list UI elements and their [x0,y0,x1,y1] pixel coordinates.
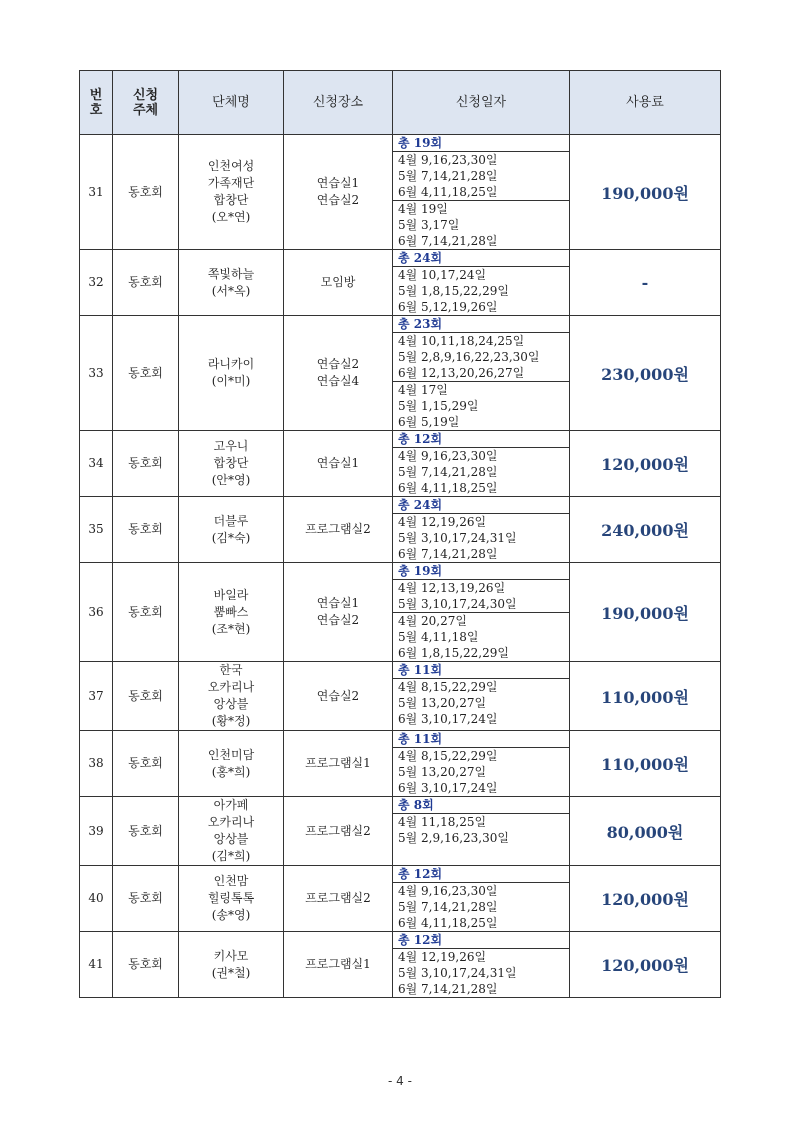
group-name-line: 키사모 [213,948,249,963]
total-count: 총 11회 [398,663,443,677]
date-line: 5월 13,20,27일 [398,765,487,779]
date-line: 5월 3,10,17,24,31일 [398,531,517,545]
date-line: 5월 13,20,27일 [398,696,487,710]
application-dates [393,932,570,998]
table-row [80,932,721,998]
group-name-line: (조*현) [211,621,251,636]
date-line: 4월 10,11,18,24,25일 [393,332,569,349]
group-name-line: 가족재단 [207,176,255,190]
total-count: 총 12회 [398,867,443,881]
date-line: 5월 1,15,29일 [398,399,479,413]
usage-fee: 230,000원 [570,316,721,431]
table-row [80,563,721,662]
place-line: 프로그램실2 [305,522,371,536]
applicant-type: 동호회 [113,932,179,998]
group-name-line: (김*희) [211,849,251,863]
date-line: 6월 12,13,20,26,27일 [398,366,525,380]
place-line: 연습실2 [316,193,360,207]
date-line: 4월 9,16,23,30일 [393,151,569,168]
usage-fee: 120,000원 [570,431,721,497]
table-row [80,797,721,866]
group-name-line: 합창단 [213,456,249,470]
table-row [80,316,721,431]
date-line: 5월 7,14,21,28일 [398,169,498,183]
group-name-line: (오*연) [211,210,251,224]
row-number: 41 [80,932,113,998]
date-line: 6월 4,11,18,25일 [398,481,498,495]
row-number: 33 [80,316,113,431]
date-line: 5월 3,10,17,24,30일 [398,597,517,611]
group-name [179,431,284,497]
row-number: 36 [80,563,113,662]
usage-fee: 110,000원 [570,662,721,731]
place [284,135,393,250]
header-group: 단체명 [179,71,284,135]
application-dates [393,250,570,316]
group-name-line: 더블루 [213,513,249,528]
date-line: 4월 12,19,26일 [393,948,569,965]
group-name-line: 인천여성 [207,159,255,173]
place-line: 프로그램실1 [305,957,371,971]
application-dates [393,662,570,731]
group-name-line: 인천맘 [213,874,249,888]
group-name-line: 뿜빠스 [213,604,249,619]
place [284,431,393,497]
group-name-line: 인천미담 [207,747,255,762]
applicant-type: 동호회 [113,797,179,866]
date-line: 4월 8,15,22,29일 [393,747,569,764]
row-number: 38 [80,731,113,797]
place [284,797,393,866]
group-name-line: (이*미) [211,374,251,388]
total-count: 총 19회 [398,564,443,578]
place-line: 프로그램실2 [305,891,371,905]
table-row [80,135,721,250]
date-line: 6월 7,14,21,28일 [398,234,498,248]
group-name-line: 쪽빛하늘 [207,266,255,281]
header-place: 신청장소 [284,71,393,135]
usage-fee-table [79,70,721,998]
total-count: 총 23회 [398,317,443,331]
group-name-line: 오카리나 [207,680,255,694]
place [284,662,393,731]
place-line: 연습실1 [316,596,360,610]
date-line: 4월 10,17,24일 [393,266,569,283]
date-line: 5월 2,8,9,16,22,23,30일 [398,350,540,364]
place [284,866,393,932]
group-name [179,932,284,998]
application-dates [393,431,570,497]
application-dates [393,135,570,250]
application-dates [393,797,570,866]
usage-fee: 240,000원 [570,497,721,563]
place-line: 모임방 [320,275,356,289]
application-dates [393,866,570,932]
usage-fee: 80,000원 [570,797,721,866]
date-line: 6월 1,8,15,22,29일 [398,646,509,660]
application-dates [393,563,570,662]
usage-fee: - [570,250,721,316]
group-name-line: (안*영) [211,473,251,487]
group-name-line: 한국 [219,663,243,677]
date-line: 4월 20,27일 [393,612,569,629]
usage-fee: 190,000원 [570,563,721,662]
page-number: - 4 - [388,1074,412,1088]
header-applicant: 신청 주체 [113,71,179,135]
usage-fee: 120,000원 [570,932,721,998]
group-name [179,316,284,431]
table-row [80,662,721,731]
applicant-type: 동호회 [113,250,179,316]
place-line: 연습실4 [316,374,360,388]
group-name-line: (홍*희) [211,764,251,779]
row-number: 35 [80,497,113,563]
group-name [179,662,284,731]
date-line: 4월 8,15,22,29일 [393,678,569,695]
table-row [80,731,721,797]
group-name-line: (황*정) [211,714,251,728]
group-name-line: 힐링톡톡 [207,891,255,905]
row-number: 40 [80,866,113,932]
date-line: 4월 17일 [393,381,569,398]
usage-fee: 120,000원 [570,866,721,932]
group-name-line: 라니카이 [207,357,255,371]
date-line: 4월 19일 [393,200,569,217]
row-number: 39 [80,797,113,866]
total-count: 총 8회 [398,798,434,812]
total-count: 총 19회 [398,136,443,150]
group-name-line: 앙상블 [213,832,249,846]
group-name [179,250,284,316]
total-count: 총 12회 [398,432,443,446]
table-header-row [80,71,721,135]
date-line: 5월 4,11,18일 [398,630,479,644]
date-line: 5월 7,14,21,28일 [398,465,498,479]
date-line: 6월 7,14,21,28일 [398,547,498,561]
place-line: 프로그램실1 [305,756,371,770]
row-number: 32 [80,250,113,316]
table-row [80,250,721,316]
group-name [179,135,284,250]
application-dates [393,316,570,431]
usage-fee: 190,000원 [570,135,721,250]
group-name [179,563,284,662]
date-line: 4월 12,13,19,26일 [393,579,569,596]
date-line: 6월 3,10,17,24일 [398,712,498,726]
total-count: 총 12회 [398,933,443,947]
group-name-line: (김*숙) [211,530,251,545]
place-line: 연습실1 [316,456,360,470]
place [284,932,393,998]
group-name-line: 오카리나 [207,815,255,829]
group-name [179,497,284,563]
header-dates: 신청일자 [393,71,570,135]
group-name-line: (송*영) [211,908,251,922]
date-line: 6월 3,10,17,24일 [398,781,498,795]
application-dates [393,731,570,797]
applicant-type: 동호회 [113,731,179,797]
date-line: 6월 7,14,21,28일 [398,982,498,996]
applicant-type: 동호회 [113,662,179,731]
date-line: 5월 3,10,17,24,31일 [398,966,517,980]
date-line: 5월 3,17일 [398,218,460,232]
applicant-type: 동호회 [113,866,179,932]
place-line: 연습실1 [316,176,360,190]
total-count: 총 24회 [398,251,443,265]
group-name-line: (서*옥) [211,283,251,298]
place-line: 연습실2 [316,688,360,703]
applicant-type: 동호회 [113,431,179,497]
date-line: 4월 9,16,23,30일 [393,882,569,899]
place [284,316,393,431]
row-number: 37 [80,662,113,731]
date-line: 4월 9,16,23,30일 [393,447,569,464]
place [284,731,393,797]
table-row [80,866,721,932]
date-line: 6월 4,11,18,25일 [398,185,498,199]
place-line: 연습실2 [316,613,360,627]
place [284,250,393,316]
applicant-type: 동호회 [113,316,179,431]
group-name-line: 바일라 [213,587,249,602]
date-line: 4월 11,18,25일 [393,813,569,830]
group-name-line: 합창단 [213,193,249,207]
table-row [80,431,721,497]
date-line: 4월 12,19,26일 [393,513,569,530]
group-name-line: 아가페 [213,798,249,812]
group-name-line: 고우니 [213,439,249,453]
header-no: 번 호 [80,71,113,135]
group-name [179,797,284,866]
application-dates [393,497,570,563]
date-line: 5월 2,9,16,23,30일 [398,831,509,845]
place-line: 프로그램실2 [305,823,371,838]
header-fee: 사용료 [570,71,721,135]
date-line: 6월 4,11,18,25일 [398,916,498,930]
table-row [80,497,721,563]
date-line: 5월 7,14,21,28일 [398,900,498,914]
date-line: 6월 5,19일 [398,415,460,429]
place-line: 연습실2 [316,357,360,371]
total-count: 총 11회 [398,732,443,746]
place [284,563,393,662]
date-line: 6월 5,12,19,26일 [398,300,498,314]
group-name-line: (권*철) [211,965,251,980]
applicant-type: 동호회 [113,497,179,563]
group-name-line: 앙상블 [213,697,249,711]
applicant-type: 동호회 [113,563,179,662]
row-number: 34 [80,431,113,497]
group-name [179,731,284,797]
group-name [179,866,284,932]
date-line: 5월 1,8,15,22,29일 [398,284,509,298]
place [284,497,393,563]
applicant-type: 동호회 [113,135,179,250]
total-count: 총 24회 [398,498,443,512]
usage-fee: 110,000원 [570,731,721,797]
row-number: 31 [80,135,113,250]
